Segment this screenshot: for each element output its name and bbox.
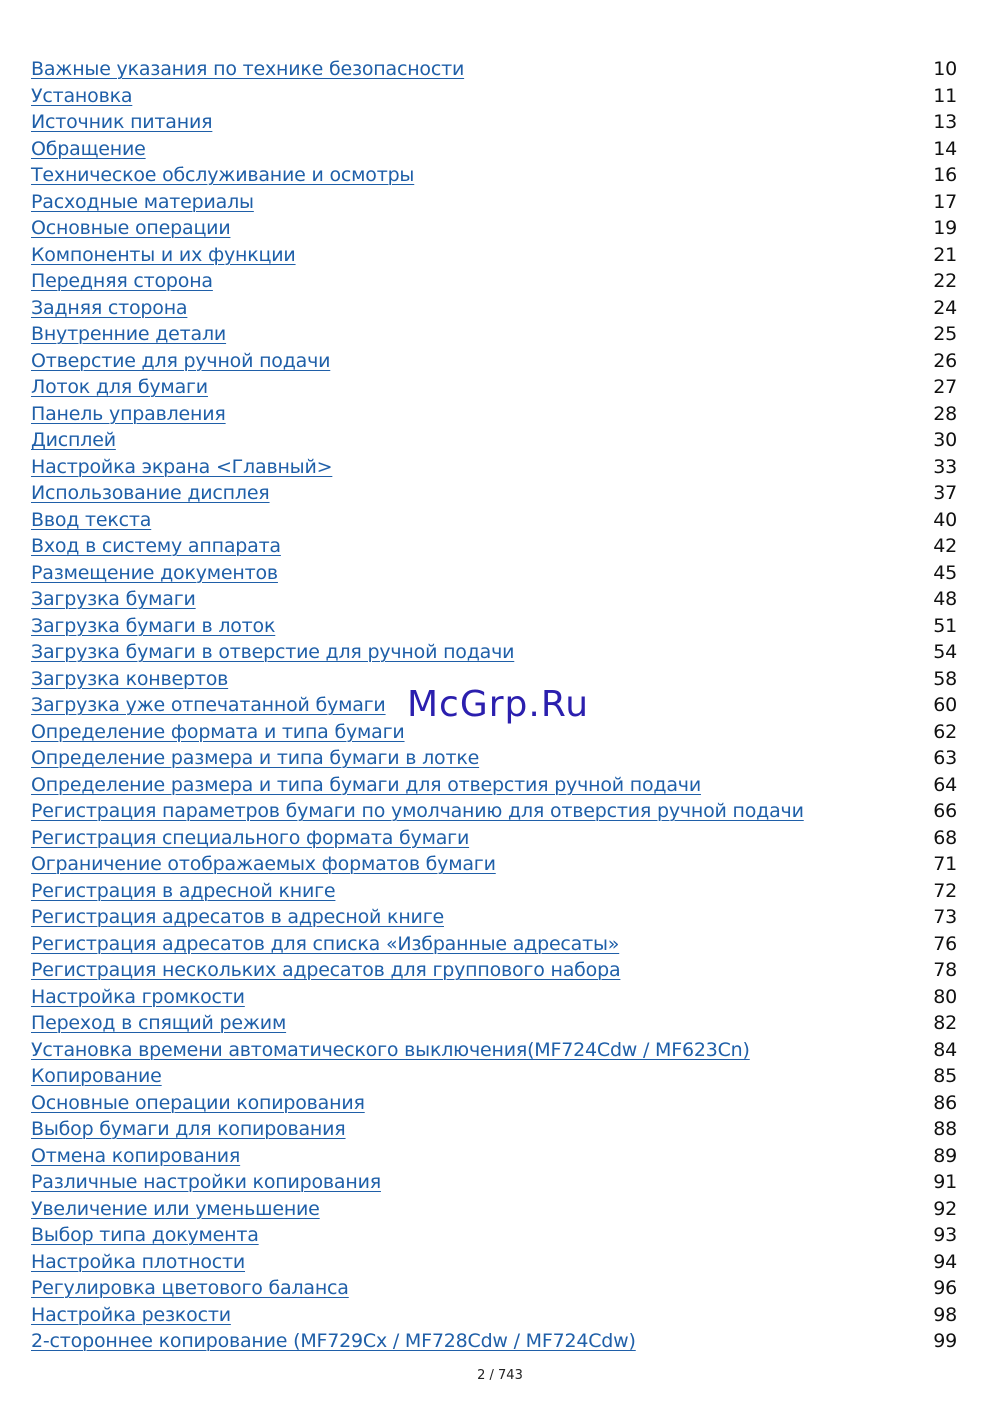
toc-entry-page-number: 85 — [933, 1065, 957, 1087]
toc-entry — [31, 454, 957, 481]
toc-entry — [31, 825, 957, 852]
toc-entry-page-number: 25 — [933, 323, 957, 345]
toc-entry-page-number: 78 — [933, 959, 957, 981]
toc-entry — [31, 1328, 957, 1355]
toc-entry-link[interactable]: Загрузка уже отпечатанной бумаги — [31, 694, 386, 716]
toc-entry-link[interactable]: Загрузка бумаги — [31, 588, 196, 610]
toc-entry — [31, 560, 957, 587]
toc-entry-page-number: 54 — [933, 641, 957, 663]
toc-entry-page-number: 63 — [933, 747, 957, 769]
toc-entry — [31, 374, 957, 401]
toc-entry-page-number: 42 — [933, 535, 957, 557]
toc-entry-page-number: 37 — [933, 482, 957, 504]
toc-entry-page-number: 73 — [933, 906, 957, 928]
toc-entry — [31, 1222, 957, 1249]
toc-entry — [31, 1196, 957, 1223]
toc-entry — [31, 56, 957, 83]
toc-entry-page-number: 17 — [933, 190, 957, 213]
toc-entry-link[interactable]: Вход в систему аппарата — [31, 535, 281, 557]
toc-entry — [31, 878, 957, 905]
toc-entry — [31, 1037, 957, 1064]
toc-entry — [31, 136, 957, 163]
toc-entry-link[interactable]: Переход в спящий режим — [31, 1012, 287, 1034]
toc-entry — [31, 745, 957, 772]
toc-entry-link[interactable]: Регистрация в адресной книге — [31, 879, 336, 902]
watermark: McGrp.Ru — [407, 684, 590, 725]
toc-entry — [31, 1302, 957, 1329]
toc-entry-link[interactable]: Основные операции копирования — [31, 1091, 365, 1114]
toc-entry — [31, 639, 957, 666]
toc-entry-link[interactable]: Выбор бумаги для копирования — [31, 1118, 346, 1140]
toc-entry-page-number: 82 — [933, 1012, 957, 1034]
toc-entry — [31, 1169, 957, 1196]
toc-entry-page-number: 62 — [933, 720, 957, 743]
toc-entry — [31, 401, 957, 428]
toc-entry-link[interactable]: 2-стороннее копирование (MF729Cx / MF728Cdw / MF724Cdw) — [31, 1330, 636, 1352]
toc-entry-link[interactable]: Источник питания — [31, 111, 213, 133]
toc-entry-link[interactable]: Загрузка конвертов — [31, 667, 229, 690]
toc-entry — [31, 1063, 957, 1090]
toc-entry-link[interactable]: Техническое обслуживание и осмотры — [31, 164, 415, 186]
toc-entry-page-number: 33 — [933, 455, 957, 478]
toc-entry-link[interactable]: Регистрация специального формата бумаги — [31, 826, 470, 849]
toc-entry — [31, 215, 957, 242]
toc-entry-page-number: 40 — [933, 508, 957, 531]
toc-entry-link[interactable]: Основные операции — [31, 217, 231, 239]
toc-entry-page-number: 98 — [933, 1303, 957, 1326]
toc-entry — [31, 83, 957, 110]
toc-entry-page-number: 84 — [933, 1038, 957, 1061]
toc-entry-page-number: 11 — [933, 84, 957, 107]
toc-entry-page-number: 60 — [933, 694, 957, 716]
toc-entry — [31, 613, 957, 640]
toc-entry-link[interactable]: Настройка плотности — [31, 1250, 246, 1273]
toc-entry — [31, 321, 957, 348]
toc-entry — [31, 348, 957, 375]
toc-entry-link[interactable]: Настройка экрана <Главный> — [31, 455, 333, 478]
toc-entry — [31, 1090, 957, 1117]
toc-entry-link[interactable]: Выбор типа документа — [31, 1224, 259, 1246]
toc-entry-link[interactable]: Увеличение или уменьшение — [31, 1197, 320, 1220]
toc-entry-link[interactable]: Размещение документов — [31, 561, 278, 584]
toc-entry-link[interactable]: Ограничение отображаемых форматов бумаги — [31, 853, 496, 875]
toc-entry-page-number: 19 — [933, 217, 957, 239]
toc-entry-page-number: 71 — [933, 853, 957, 875]
toc-entry-link[interactable]: Определение размера и типа бумаги в лотке — [31, 747, 480, 769]
toc-entry-link[interactable]: Обращение — [31, 137, 146, 160]
toc-entry-page-number: 64 — [933, 773, 957, 796]
toc-entry — [31, 1010, 957, 1037]
toc-entry-page-number: 86 — [933, 1091, 957, 1114]
toc-entry-page-number: 92 — [933, 1197, 957, 1220]
toc-entry-link[interactable]: Внутренние детали — [31, 323, 227, 345]
toc-entry — [31, 295, 957, 322]
toc-entry — [31, 931, 957, 958]
toc-entry — [31, 957, 957, 984]
toc-entry-link[interactable]: Компоненты и их функции — [31, 243, 296, 266]
toc-entry-page-number: 14 — [933, 137, 957, 160]
toc-entry-page-number: 13 — [933, 111, 957, 133]
toc-entry-link[interactable]: Расходные материалы — [31, 190, 254, 213]
toc-entry — [31, 586, 957, 613]
toc-entry-link[interactable]: Регулировка цветового баланса — [31, 1277, 349, 1299]
toc-entry-link[interactable]: Ввод текста — [31, 508, 152, 531]
toc-entry-link[interactable]: Панель управления — [31, 402, 226, 425]
toc-entry-page-number: 89 — [933, 1144, 957, 1167]
toc-entry — [31, 533, 957, 560]
toc-entry-link[interactable]: Определение размера и типа бумаги для отверстия ручной подачи — [31, 773, 701, 796]
toc-entry-page-number: 51 — [933, 614, 957, 637]
toc-entry-link[interactable]: Определение формата и типа бумаги — [31, 720, 405, 743]
toc-entry-link[interactable]: Различные настройки копирования — [31, 1171, 381, 1193]
toc-entry-page-number: 72 — [933, 879, 957, 902]
toc-entry-link[interactable]: Отмена копирования — [31, 1144, 241, 1167]
toc-entry-page-number: 16 — [933, 164, 957, 186]
toc-entry — [31, 189, 957, 216]
toc-entry — [31, 1275, 957, 1302]
toc-entry-page-number: 68 — [933, 826, 957, 849]
toc-entry-page-number: 94 — [933, 1250, 957, 1273]
toc-entry-link[interactable]: Дисплей — [31, 429, 116, 451]
toc-entry — [31, 427, 957, 454]
toc-entry-page-number: 91 — [933, 1171, 957, 1193]
toc-entry-link[interactable]: Загрузка бумаги в лоток — [31, 614, 276, 637]
toc-entry-page-number: 28 — [933, 402, 957, 425]
toc-entry — [31, 851, 957, 878]
toc-entry-page-number: 30 — [933, 429, 957, 451]
toc-entry-page-number: 66 — [933, 800, 957, 822]
toc-entry-link[interactable]: Регистрация адресатов для списка «Избранные адресаты» — [31, 932, 620, 955]
toc-entry-page-number: 80 — [933, 985, 957, 1008]
toc-entry-page-number: 96 — [933, 1277, 957, 1299]
toc-entry-link[interactable]: Копирование — [31, 1065, 162, 1087]
toc-entry — [31, 1249, 957, 1276]
toc-entry — [31, 984, 957, 1011]
toc-entry-page-number: 26 — [933, 349, 957, 372]
toc-entry — [31, 1116, 957, 1143]
toc-entry-page-number: 58 — [933, 667, 957, 690]
toc-entry — [31, 268, 957, 295]
toc-entry-page-number: 21 — [933, 243, 957, 266]
toc-entry — [31, 507, 957, 534]
toc-entry-page-number: 10 — [933, 58, 957, 80]
toc-entry — [31, 480, 957, 507]
toc-entry — [31, 798, 957, 825]
toc-entry-page-number: 88 — [933, 1118, 957, 1140]
toc-entry-link[interactable]: Отверстие для ручной подачи — [31, 349, 331, 372]
toc-entry-page-number: 48 — [933, 588, 957, 610]
toc-entry — [31, 1143, 957, 1170]
toc-entry-link[interactable]: Лоток для бумаги — [31, 376, 208, 398]
toc-entry-link[interactable]: Регистрация параметров бумаги по умолчанию для отверстия ручной подачи — [31, 800, 804, 822]
toc-entry-link[interactable]: Регистрация нескольких адресатов для группового набора — [31, 959, 621, 981]
toc-entry-link[interactable]: Использование дисплея — [31, 482, 270, 504]
toc-entry-page-number: 99 — [933, 1330, 957, 1352]
toc-entry — [31, 772, 957, 799]
toc-entry-page-number: 27 — [933, 376, 957, 398]
toc-entry — [31, 904, 957, 931]
toc-entry-page-number: 22 — [933, 270, 957, 292]
toc-entry-page-number: 45 — [933, 561, 957, 584]
toc-entry-page-number: 76 — [933, 932, 957, 955]
toc-entry — [31, 109, 957, 136]
toc-entry-link[interactable]: Регистрация адресатов в адресной книге — [31, 906, 444, 928]
toc-entry-page-number: 93 — [933, 1224, 957, 1246]
toc-entry-page-number: 24 — [933, 296, 957, 319]
page-number-indicator: 2 / 743 — [477, 1368, 523, 1383]
toc-entry-link[interactable]: Настройка резкости — [31, 1303, 231, 1326]
toc-entry-link[interactable]: Важные указания по технике безопасности — [31, 58, 465, 80]
toc-entry-link[interactable]: Установка времени автоматического выключения(MF724Cdw / MF623Cn) — [31, 1038, 750, 1061]
toc-entry-link[interactable]: Задняя сторона — [31, 296, 188, 319]
toc-entry — [31, 162, 957, 189]
toc-entry-link[interactable]: Загрузка бумаги в отверстие для ручной подачи — [31, 641, 515, 663]
toc-entry — [31, 242, 957, 269]
toc-entry-link[interactable]: Установка — [31, 84, 133, 107]
toc-entry-link[interactable]: Передняя сторона — [31, 270, 213, 292]
toc-entry-link[interactable]: Настройка громкости — [31, 985, 245, 1008]
